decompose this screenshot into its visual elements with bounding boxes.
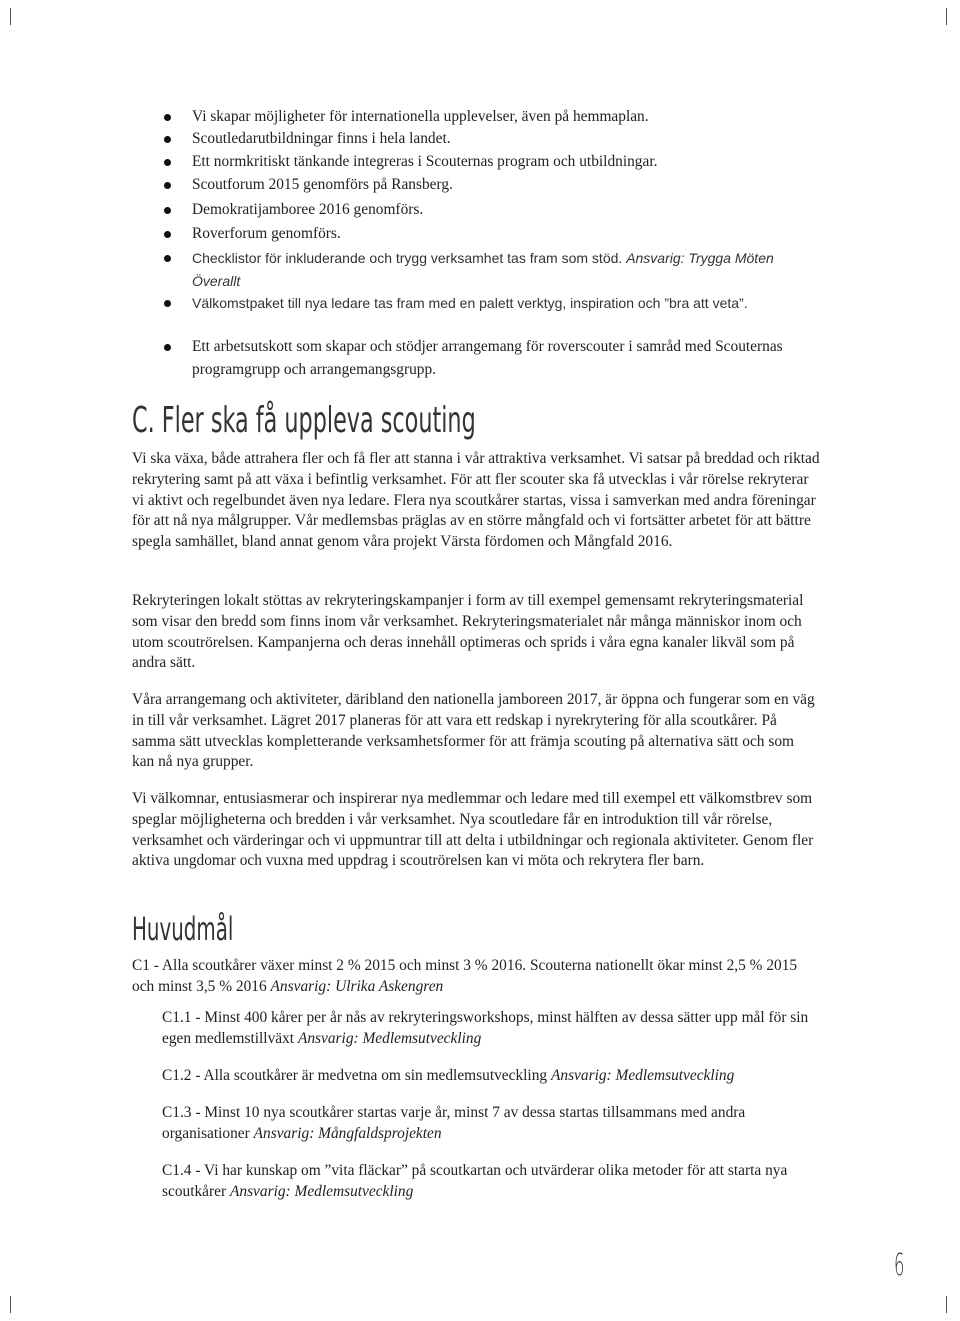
goal-text: C1 - Alla scoutkårer växer minst 2 % 2015 och minst 3 % 2016. Scouterna nationellt ökar minst 2,5 % 2015 och minst 3,5 % 2016 — [132, 957, 798, 995]
goal-text: C1.3 - Minst 10 nya scoutkårer startas varje år, minst 7 av dessa startas tillsammans med andra organisationer — [162, 1104, 746, 1142]
page-number: 6 — [894, 1248, 905, 1283]
list-item-text: Checklistor för inkluderande och trygg verksamhet tas fram som stöd. — [192, 250, 623, 266]
responsible-label: Ansvarig: Medlemsutveckling — [550, 1067, 735, 1084]
goal-item — [162, 1103, 824, 1145]
section-heading: C. Fler ska få uppleva scouting — [132, 400, 476, 441]
list-item: Scoutforum 2015 genomförs på Ransberg. — [192, 174, 822, 197]
paragraph: Vi ska växa, både attrahera fler och få fler att stanna i vår attraktiva verksamhet. Vi satsar på breddad och riktad rekrytering samt på att växa i befintlig verksamhet. För att fler scouter ska få utvecklas i vår rörelse rekryterar vi aktivt och regelbundet även nya ledare. Flera nya scoutkårer startas, vissa i samverkan med andra föreningar för att nå nya målgrupper. Vår medlemsbas präglas av en större mångfald och vi fortsätter arbetet för att bättre spegla samhället, bland annat genom våra projekt Värsta fördomen och Mångfald 2016. — [132, 450, 820, 551]
crop-mark — [10, 1296, 11, 1313]
goal-text: C1.2 - Alla scoutkårer är medvetna om sin medlemsutveckling — [162, 1067, 548, 1084]
goal-text: C1.1 - Minst 400 kårer per år nås av rekryteringsworkshops, minst hälften av dessa sätter upp mål för sin egen medlemstillväxt — [162, 1009, 809, 1047]
goal-text: C1.4 - Vi har kunskap om ”vita fläckar” på scoutkartan och utvärderar olika metoder för att starta nya scoutkårer — [162, 1162, 788, 1200]
crop-mark — [946, 1296, 947, 1313]
list-item: Ett normkritiskt tänkande integreras i Scouternas program och utbildningar. — [192, 151, 822, 174]
subheading: Huvudmål — [132, 910, 234, 948]
goal-item — [162, 1008, 824, 1050]
goal-item — [162, 1066, 824, 1087]
crop-mark — [946, 8, 947, 25]
list-item-checklist — [192, 247, 822, 292]
paragraph: Våra arrangemang och aktiviteter, däribland den nationella jamboreen 2017, är öppna och fungerar som en väg in till vår verksamhet. Lägret 2017 planeras för att vara ett redskap i nyrekrytering för alla scoutkårer. På samma sätt utvecklas kompletterande verksamhetsformer för att främja scouting på alternativa sätt och som kan nå nya grupper. — [132, 691, 815, 771]
goal-item — [132, 956, 822, 998]
list-item: Välkomstpaket till nya ledare tas fram med en palett verktyg, inspiration och ”bra att veta”. — [192, 292, 822, 315]
list-item: Vi skapar möjligheter för internationella upplevelser, även på hemmaplan. — [192, 106, 822, 129]
paragraph: Vi välkomnar, entusiasmerar och inspirerar nya medlemmar och ledare med till exempel ett välkomstbrev som speglar möjligheterna och bredden i vår verksamhet. Nya scoutledare får en introduktion till vår rörelse, verksamhet och värderingar och vi uppmuntrar till att delta i utbildningar och regionala aktiviteter. Genom fler aktiva ungdomar och vuxna med uppdrag i scoutrörelsen kan vi möta och rekrytera fler barn. — [132, 790, 814, 870]
responsible-label: Ansvarig: Medlemsutveckling — [229, 1182, 414, 1200]
list-item: Scoutledarutbildningar finns i hela landet. — [192, 128, 822, 151]
responsible-label: Ansvarig: Trygga Möten Överallt — [192, 250, 774, 289]
list-item: Roverforum genomförs. — [192, 223, 822, 246]
crop-mark — [10, 8, 11, 25]
responsible-label: Ansvarig: Medlemsutveckling — [297, 1029, 482, 1047]
paragraph: Rekryteringen lokalt stöttas av rekryteringskampanjer i form av till exempel gemensamt rekryteringsmaterial som visar den bredd som finns inom vår verksamhet. Rekryteringsmaterialet når många människor inom och utom scoutrörelsen. Kampanjerna och deras innehåll optimeras och sprids i våra egna kanaler likväl som på andra sätt. — [132, 592, 804, 672]
responsible-label: Ansvarig: Mångfaldsprojekten — [253, 1124, 442, 1142]
responsible-label: Ansvarig: Ulrika Askengren — [270, 977, 444, 995]
goal-item — [162, 1161, 824, 1203]
list-item: Ett arbetsutskott som skapar och stödjer arrangemang för roverscouter i samråd med Scouternas programgrupp och arrangemangsgrupp. — [192, 336, 822, 381]
list-item: Demokratijamboree 2016 genomförs. — [192, 199, 822, 222]
